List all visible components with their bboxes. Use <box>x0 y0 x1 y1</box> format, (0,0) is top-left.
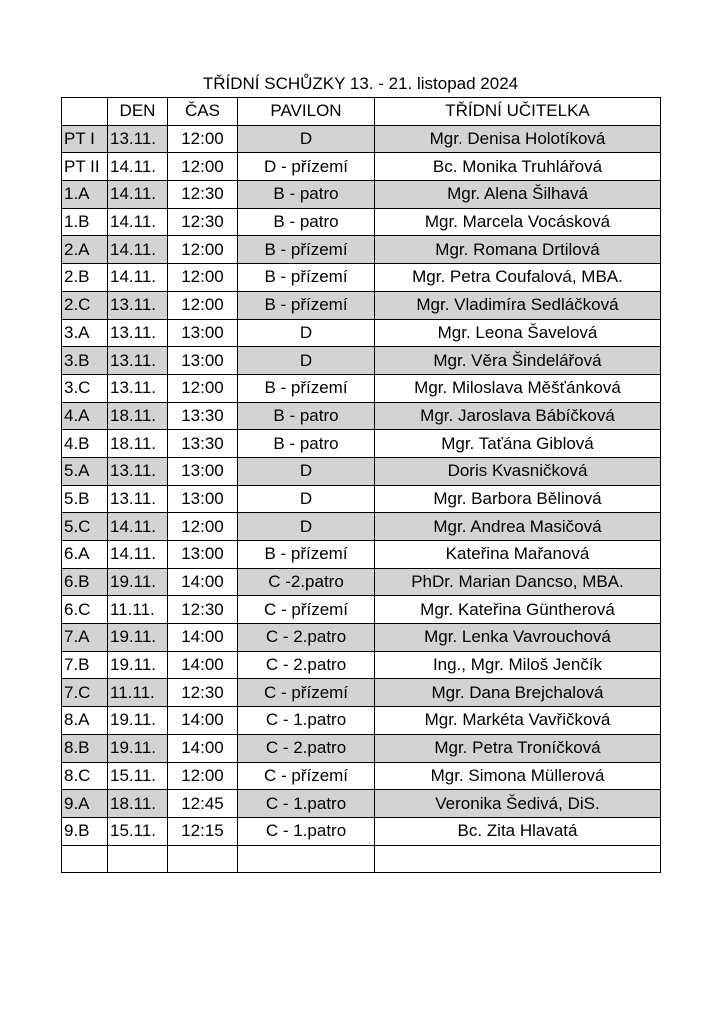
time-cell: 13:00 <box>168 485 238 513</box>
teacher-cell: Mgr. Markéta Vavřičková <box>375 707 661 735</box>
day-cell: 18.11. <box>108 402 168 430</box>
teacher-cell: Mgr. Petra Troníčková <box>375 734 661 762</box>
day-cell: 19.11. <box>108 624 168 652</box>
table-row <box>62 845 661 873</box>
day-cell: 15.11. <box>108 817 168 845</box>
day-cell: 13.11. <box>108 485 168 513</box>
table-row <box>62 513 661 541</box>
day-cell: 14.11. <box>108 513 168 541</box>
day-cell: 14.11. <box>108 208 168 236</box>
class-cell: 8.B <box>62 734 108 762</box>
table-row <box>62 679 661 707</box>
time-cell: 12:00 <box>168 153 238 181</box>
table-body <box>62 125 661 873</box>
time-cell: 12:00 <box>168 125 238 153</box>
time-cell: 13:30 <box>168 402 238 430</box>
pavilion-cell: D - přízemí <box>238 153 375 181</box>
table-row <box>62 236 661 264</box>
table-row <box>62 153 661 181</box>
pavilion-cell: D <box>238 485 375 513</box>
class-cell: 9.A <box>62 790 108 818</box>
teacher-cell: Mgr. Simona Müllerová <box>375 762 661 790</box>
pavilion-cell: C - přízemí <box>238 596 375 624</box>
pavilion-cell: C - přízemí <box>238 679 375 707</box>
day-cell: 18.11. <box>108 430 168 458</box>
teacher-cell: Mgr. Alena Šilhavá <box>375 181 661 209</box>
time-cell: 12:00 <box>168 374 238 402</box>
day-cell: 19.11. <box>108 651 168 679</box>
class-cell: 4.A <box>62 402 108 430</box>
teacher-cell: Mgr. Petra Coufalová, MBA. <box>375 264 661 292</box>
pavilion-cell: D <box>238 513 375 541</box>
time-cell: 12:30 <box>168 596 238 624</box>
teacher-cell: Mgr. Dana Brejchalová <box>375 679 661 707</box>
table-row <box>62 125 661 153</box>
pavilion-cell: C - přízemí <box>238 762 375 790</box>
teacher-cell: Mgr. Leona Šavelová <box>375 319 661 347</box>
pavilion-cell: D <box>238 347 375 375</box>
teacher-cell: Bc. Zita Hlavatá <box>375 817 661 845</box>
teacher-cell: Bc. Monika Truhlářová <box>375 153 661 181</box>
class-cell: 7.B <box>62 651 108 679</box>
time-cell: 13:00 <box>168 319 238 347</box>
day-cell: 14.11. <box>108 264 168 292</box>
pavilion-cell: C - 2.patro <box>238 734 375 762</box>
teacher-cell: Mgr. Denisa Holotíková <box>375 125 661 153</box>
pavilion-cell: B - přízemí <box>238 374 375 402</box>
table-row <box>62 541 661 569</box>
time-cell: 12:00 <box>168 762 238 790</box>
class-cell: 5.A <box>62 457 108 485</box>
class-cell: PT I <box>62 125 108 153</box>
time-cell: 14:00 <box>168 734 238 762</box>
pavilion-cell: B - patro <box>238 181 375 209</box>
time-cell: 12:00 <box>168 264 238 292</box>
class-cell: 4.B <box>62 430 108 458</box>
teacher-cell: Mgr. Věra Šindelářová <box>375 347 661 375</box>
teacher-cell: Mgr. Jaroslava Bábíčková <box>375 402 661 430</box>
day-cell: 14.11. <box>108 181 168 209</box>
pavilion-cell: B - patro <box>238 430 375 458</box>
class-cell: 7.A <box>62 624 108 652</box>
day-cell: 14.11. <box>108 153 168 181</box>
time-cell: 14:00 <box>168 651 238 679</box>
table-row <box>62 264 661 292</box>
day-cell: 19.11. <box>108 707 168 735</box>
teacher-cell: Ing., Mgr. Miloš Jenčík <box>375 651 661 679</box>
day-cell: 11.11. <box>108 596 168 624</box>
day-cell: 13.11. <box>108 291 168 319</box>
pavilion-cell: C - 2.patro <box>238 624 375 652</box>
pavilion-cell: B - patro <box>238 208 375 236</box>
class-cell: 6.A <box>62 541 108 569</box>
table-row <box>62 707 661 735</box>
table-row <box>62 181 661 209</box>
table-row <box>62 430 661 458</box>
day-cell: 15.11. <box>108 762 168 790</box>
teacher-cell: Doris Kvasničková <box>375 457 661 485</box>
teacher-cell: Mgr. Kateřina Güntherová <box>375 596 661 624</box>
day-cell: 19.11. <box>108 568 168 596</box>
pavilion-cell: B - přízemí <box>238 264 375 292</box>
teacher-cell: Mgr. Lenka Vavrouchová <box>375 624 661 652</box>
table-row <box>62 817 661 845</box>
pavilion-cell: B - přízemí <box>238 291 375 319</box>
day-cell: 19.11. <box>108 734 168 762</box>
table-row <box>62 208 661 236</box>
class-cell: 5.B <box>62 485 108 513</box>
class-cell: 5.C <box>62 513 108 541</box>
day-cell: 14.11. <box>108 236 168 264</box>
class-cell: 2.A <box>62 236 108 264</box>
header-time: ČAS <box>168 98 238 126</box>
table-row <box>62 347 661 375</box>
time-cell: 14:00 <box>168 568 238 596</box>
table-row <box>62 762 661 790</box>
time-cell: 12:30 <box>168 208 238 236</box>
teacher-cell: Mgr. Vladimíra Sedláčková <box>375 291 661 319</box>
class-cell: PT II <box>62 153 108 181</box>
day-cell: 13.11. <box>108 319 168 347</box>
teacher-cell: Veronika Šedivá, DiS. <box>375 790 661 818</box>
table-row <box>62 651 661 679</box>
pavilion-cell: C - 1.patro <box>238 707 375 735</box>
day-cell: 13.11. <box>108 347 168 375</box>
table-row <box>62 568 661 596</box>
time-cell: 13:00 <box>168 347 238 375</box>
class-cell: 6.B <box>62 568 108 596</box>
pavilion-cell: D <box>238 319 375 347</box>
time-cell: 12:00 <box>168 236 238 264</box>
table-row <box>62 374 661 402</box>
teacher-cell: Kateřina Mařanová <box>375 541 661 569</box>
time-cell: 12:00 <box>168 291 238 319</box>
table-row <box>62 319 661 347</box>
table-row <box>62 485 661 513</box>
class-cell: 3.C <box>62 374 108 402</box>
document-title: TŘÍDNÍ SCHŮZKY 13. - 21. listopad 2024 <box>202 74 519 93</box>
meeting-schedule-table <box>61 97 661 873</box>
teacher-cell: Mgr. Andrea Masičová <box>375 513 661 541</box>
header-day: DEN <box>108 98 168 126</box>
time-cell: 14:00 <box>168 707 238 735</box>
class-cell: 7.C <box>62 679 108 707</box>
day-cell: 13.11. <box>108 374 168 402</box>
pavilion-cell: C - 1.patro <box>238 790 375 818</box>
pavilion-cell: D <box>238 125 375 153</box>
pavilion-cell: B - přízemí <box>238 541 375 569</box>
table-row <box>62 734 661 762</box>
day-cell: 13.11. <box>108 457 168 485</box>
table-row <box>62 402 661 430</box>
table-row <box>62 624 661 652</box>
teacher-cell: PhDr. Marian Dancso, MBA. <box>375 568 661 596</box>
day-cell: 13.11. <box>108 125 168 153</box>
class-cell: 9.B <box>62 817 108 845</box>
pavilion-cell <box>238 845 375 873</box>
table-row <box>62 790 661 818</box>
teacher-cell: Mgr. Romana Drtilová <box>375 236 661 264</box>
time-cell: 12:00 <box>168 513 238 541</box>
header-class <box>62 98 108 126</box>
time-cell: 13:30 <box>168 430 238 458</box>
teacher-cell: Mgr. Marcela Vocásková <box>375 208 661 236</box>
class-cell: 3.B <box>62 347 108 375</box>
class-cell <box>62 845 108 873</box>
class-cell: 1.A <box>62 181 108 209</box>
time-cell: 12:30 <box>168 181 238 209</box>
class-cell: 1.B <box>62 208 108 236</box>
time-cell: 13:00 <box>168 457 238 485</box>
class-cell: 8.C <box>62 762 108 790</box>
time-cell <box>168 845 238 873</box>
pavilion-cell: B - patro <box>238 402 375 430</box>
day-cell: 14.11. <box>108 541 168 569</box>
pavilion-cell: B - přízemí <box>238 236 375 264</box>
teacher-cell: Mgr. Miloslava Měšťánková <box>375 374 661 402</box>
pavilion-cell: C -2.patro <box>238 568 375 596</box>
pavilion-cell: C - 2.patro <box>238 651 375 679</box>
day-cell <box>108 845 168 873</box>
teacher-cell: Mgr. Barbora Bělinová <box>375 485 661 513</box>
table-row <box>62 596 661 624</box>
time-cell: 14:00 <box>168 624 238 652</box>
header-teacher: TŘÍDNÍ UČITELKA <box>375 98 661 126</box>
pavilion-cell: C - 1.patro <box>238 817 375 845</box>
time-cell: 12:45 <box>168 790 238 818</box>
class-cell: 3.A <box>62 319 108 347</box>
time-cell: 12:15 <box>168 817 238 845</box>
table-row <box>62 457 661 485</box>
teacher-cell: Mgr. Taťána Giblová <box>375 430 661 458</box>
pavilion-cell: D <box>238 457 375 485</box>
time-cell: 13:00 <box>168 541 238 569</box>
header-row <box>62 98 661 126</box>
header-pavilion: PAVILON <box>238 98 375 126</box>
day-cell: 11.11. <box>108 679 168 707</box>
time-cell: 12:30 <box>168 679 238 707</box>
day-cell: 18.11. <box>108 790 168 818</box>
class-cell: 6.C <box>62 596 108 624</box>
table-row <box>62 291 661 319</box>
teacher-cell <box>375 845 661 873</box>
class-cell: 2.C <box>62 291 108 319</box>
class-cell: 2.B <box>62 264 108 292</box>
class-cell: 8.A <box>62 707 108 735</box>
